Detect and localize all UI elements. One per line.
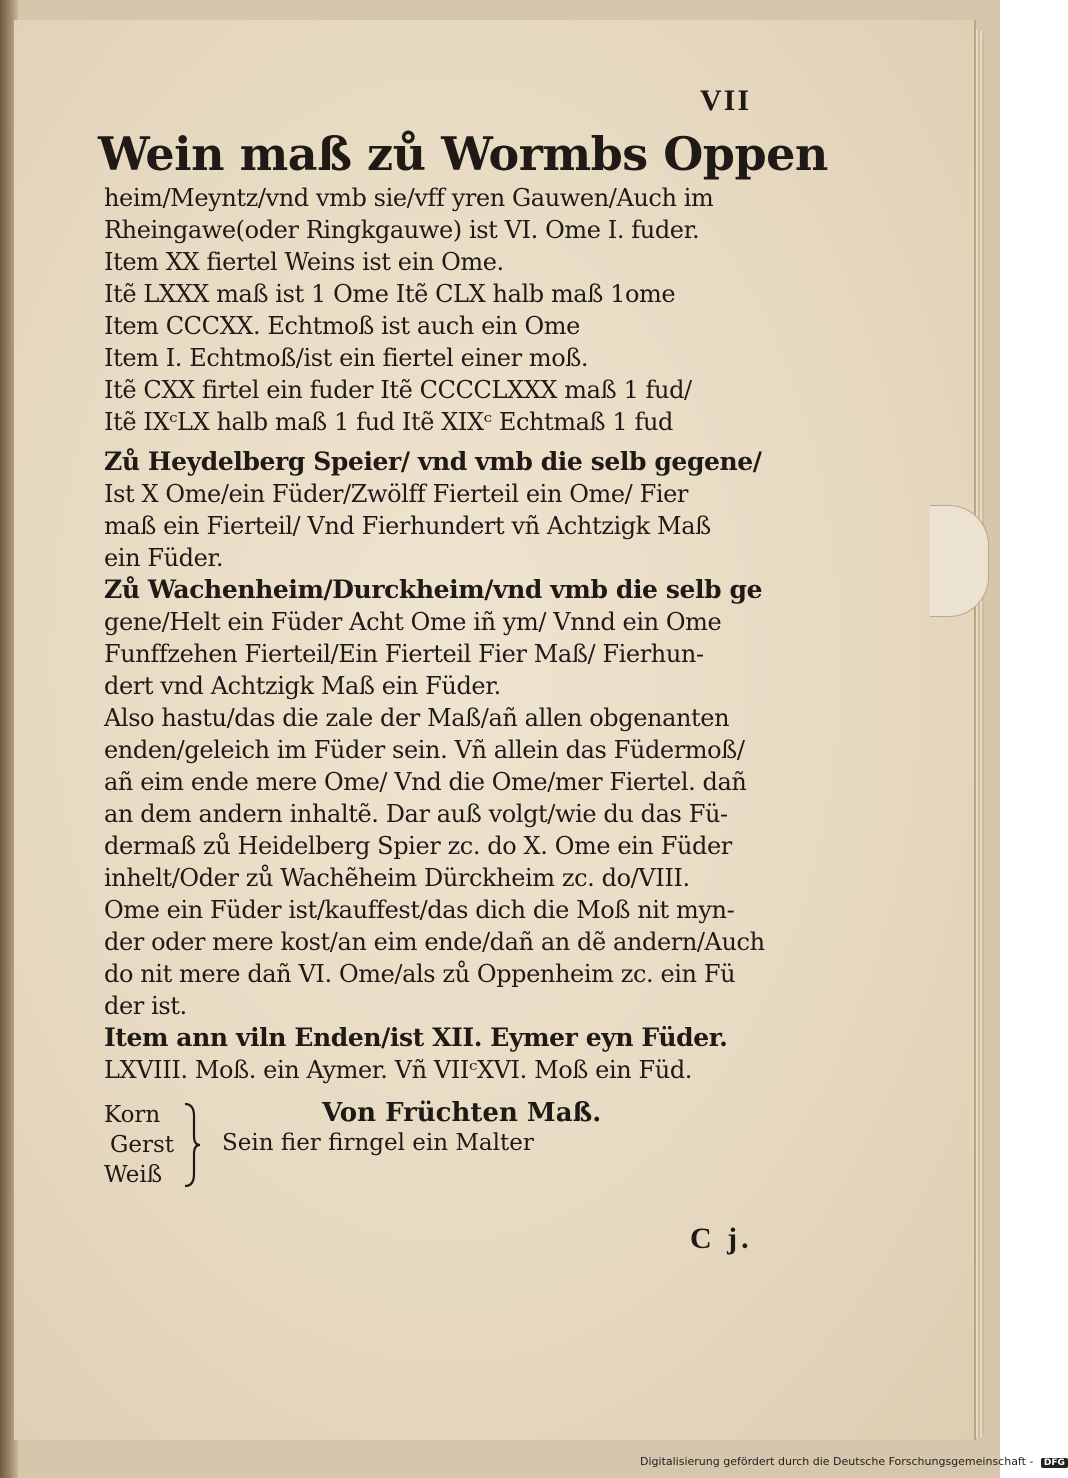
text-line: Item XX fiertel Weins ist ein Ome. <box>104 248 504 276</box>
grain-heading: Von Früchten Maß. <box>322 1098 602 1128</box>
text-line: Ome ein Füder ist/kauffest/das dich die Moß nit myn- <box>104 896 735 924</box>
grain-name: Gerst <box>110 1132 175 1158</box>
text-line: Rheingawe(oder Ringkgauwe) ist VI. Ome I. fuder. <box>104 216 700 244</box>
section-heading-heidelberg: Zů Heydelberg Speier/ vnd vmb die selb gegene/ <box>104 447 762 476</box>
text-line: der oder mere kost/an eim ende/dañ an dẽ andern/Auch <box>104 928 765 956</box>
text-line: dermaß zů Heidelberg Spier zc. do X. Ome ein Füder <box>104 832 732 860</box>
grain-name: Weiß <box>104 1162 163 1188</box>
section-heading-wachenheim: Zů Wachenheim/Durckheim/vnd vmb die selb ge <box>104 575 763 604</box>
brace-icon <box>182 1100 202 1190</box>
heidelberg-section <box>94 446 794 574</box>
page-heading: Wein maß zů Wormbs Oppen <box>98 127 828 181</box>
text-line: maß ein Fierteil/ Vnd Fierhundert vñ Achtzigk Maß <box>104 512 711 540</box>
text-line: heim/Meyntz/vnd vmb sie/vff yren Gauwen/Auch im <box>104 184 714 212</box>
wachenheim-section <box>94 574 794 702</box>
text-line: do nit mere dañ VI. Ome/als zů Oppenheim zc. ein Fü <box>104 960 736 988</box>
grain-text: Sein fier firngel ein Malter <box>222 1130 534 1156</box>
text-line: enden/geleich im Füder sein. Vñ allein das Füdermoß/ <box>104 736 745 764</box>
text-line: gene/Helt ein Füder Acht Ome iñ ym/ Vnnd ein Ome <box>104 608 722 636</box>
text-line: Itẽ CXX firtel ein fuder Itẽ CCCCLXXX maß 1 fud/ <box>104 376 692 404</box>
text-line: der ist. <box>104 992 187 1020</box>
grain-name: Korn <box>104 1102 161 1128</box>
text-line: Also hastu/das die zale der Maß/añ allen obgenanten <box>104 704 730 732</box>
text-line: Ist X Ome/ein Füder/Zwölff Fierteil ein Ome/ Fier <box>104 480 688 508</box>
wine-measure-section <box>94 182 794 438</box>
also-section <box>94 702 794 1022</box>
text-line: añ eim ende mere Ome/ Vnd die Ome/mer Fiertel. dañ <box>104 768 747 796</box>
text-line: Itẽ IXᶜLX halb maß 1 fud Itẽ XIXᶜ Echtmaß 1 fud <box>104 408 674 436</box>
text-line: ein Füder. <box>104 544 224 572</box>
section-heading-item: Item ann viln Enden/ist XII. Eymer eyn Füder. <box>104 1023 728 1052</box>
text-line: an dem andern inhaltẽ. Dar auß volgt/wie du das Fü- <box>104 800 728 828</box>
text-line: Item I. Echtmoß/ist ein fiertel einer moß. <box>104 344 589 372</box>
text-line: Item CCCXX. Echtmoß ist auch ein Ome <box>104 312 580 340</box>
grain-measure-section <box>94 1100 794 1210</box>
page-tab <box>930 505 989 617</box>
grain-names-list <box>104 1100 174 1190</box>
text-line: inhelt/Oder zů Wachẽheim Dürckheim zc. do/VIII. <box>104 864 690 892</box>
item-section <box>94 1022 794 1086</box>
footer-text: Digitalisierung gefördert durch die Deutsche Forschungsgemeinschaft - <box>640 1455 1034 1468</box>
folio-number: VII <box>700 84 752 117</box>
text-line: dert vnd Achtzigk Maß ein Füder. <box>104 672 501 700</box>
digitization-footer <box>640 1455 1068 1468</box>
page-text <box>94 88 828 1210</box>
text-line: LXVIII. Moß. ein Aymer. Vñ VIIᶜXVI. Moß ein Füd. <box>104 1056 693 1084</box>
dfg-logo: DFG <box>1041 1458 1068 1468</box>
text-line: Itẽ LXXX maß ist 1 Ome Itẽ CLX halb maß 1ome <box>104 280 676 308</box>
signature-mark: C j. <box>690 1222 753 1255</box>
text-line: Funffzehen Fierteil/Ein Fierteil Fier Maß/ Fierhun- <box>104 640 704 668</box>
